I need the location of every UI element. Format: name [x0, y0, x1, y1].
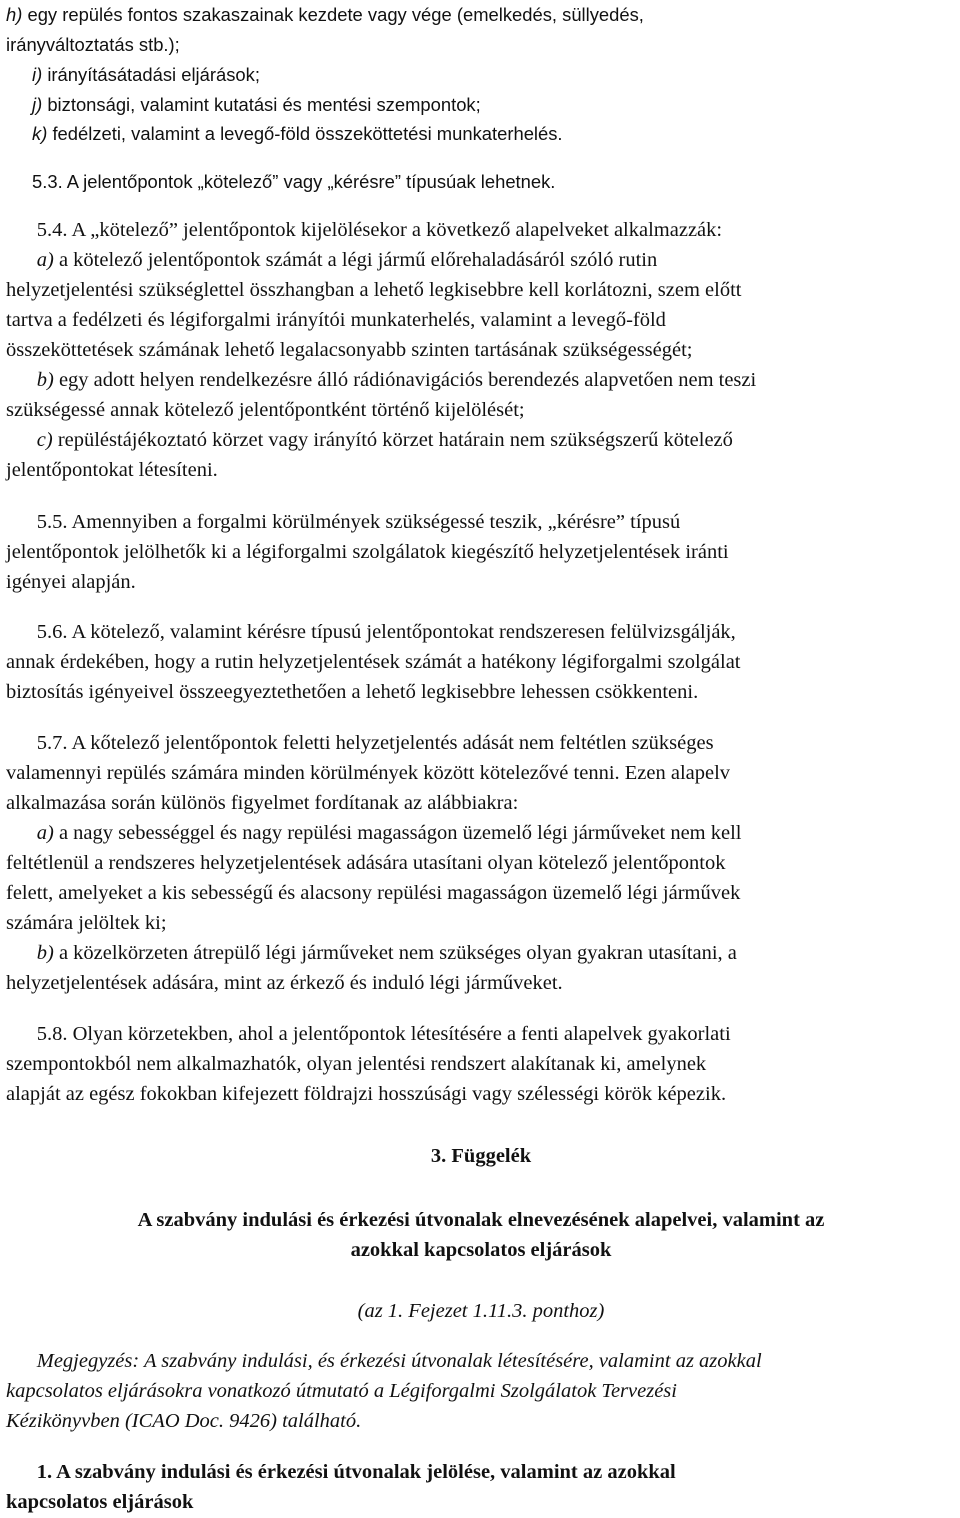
text-run: valamennyi repülés számára minden körülmények között kötelezővé tenni. Ezen alapelv [6, 762, 731, 784]
text-line [6, 728, 714, 758]
text-line [6, 1406, 361, 1436]
text-line [6, 275, 741, 305]
text-line [6, 1457, 676, 1487]
text-line [6, 617, 736, 647]
text-line [6, 215, 722, 245]
text-run: annak érdekében, hogy a rutin helyzetjelentések számát a hatékony légiforgalmi szolgálat [6, 651, 741, 673]
text-line [32, 90, 481, 120]
text-line [6, 1049, 706, 1079]
text-run: egy adott helyen rendelkezésre álló rádiónavigációs berendezés alapvetően nem teszi [53, 369, 757, 391]
text-run: számára jelöltek ki; [6, 912, 167, 934]
text-run: repüléstájékoztató körzet vagy irányító körzet határain nem szükségszerű kötelező [52, 429, 733, 451]
text-line [32, 119, 563, 149]
text-run: 5.5. Amennyiben a forgalmi körülmények szükségessé teszik, „kérésre” típusú [6, 511, 681, 533]
text-run: j) [32, 94, 43, 115]
text-run: (az 1. Fejezet 1.11.3. ponthoz) [357, 1300, 605, 1322]
text-run: igényei alapján. [6, 571, 136, 593]
text-run: jelentőpontok jelölhetők ki a légiforgalmi szolgálatok kiegészítő helyzetjelentések iránti [6, 541, 729, 563]
text-run: b) [36, 942, 54, 964]
text-run: helyzetjelentések adására, mint az érkező és induló légi járműveket. [6, 972, 563, 994]
text-line [6, 455, 218, 485]
text-run: b) [36, 369, 54, 391]
text-run: 5.8. Olyan körzetekben, ahol a jelentőpontok létesítésére a fenti alapelvek gyakorlati [6, 1023, 731, 1045]
text-line [6, 30, 180, 60]
text-line [6, 848, 725, 878]
text-line [6, 677, 698, 707]
text-line [6, 1079, 726, 1109]
text-line [6, 425, 733, 455]
text-line [6, 365, 756, 395]
text-run: 5.3. A jelentőpontok „kötelező” vagy „kérésre” típusúak lehetnek. [32, 171, 556, 192]
text-run: alkalmazása során különös figyelmet fordítanak az alábbiakra: [6, 792, 519, 814]
text-run: azokkal kapcsolatos eljárások [350, 1239, 612, 1261]
text-run: kapcsolatos eljárások [6, 1491, 194, 1513]
text-line [6, 0, 644, 30]
text-line [6, 537, 729, 567]
text-run: szükségessé annak kötelező jelentőpontként történő kijelölését; [6, 399, 525, 421]
text-run: irányításátadási eljárások; [42, 64, 260, 85]
text-line [6, 968, 563, 998]
text-line [6, 1487, 193, 1517]
text-run [6, 249, 37, 271]
text-line [6, 1296, 956, 1326]
text-run: 5.4. A „kötelező” jelentőpontok kijelölésekor a következő alapelveket alkalmazzák: [6, 219, 723, 241]
text-line [6, 507, 680, 537]
text-line [6, 1346, 762, 1376]
text-run: jelentőpontokat létesíteni. [6, 459, 218, 481]
text-run: biztosítás igényeivel összeegyeztethetően a lehető legkisebbre lehessen csökkenteni. [6, 681, 699, 703]
text-run: feltétlenül a rendszeres helyzetjelentések adására utasítani olyan kötelező jelentőpontok [6, 852, 726, 874]
text-run: kapcsolatos eljárásokra vonatkozó útmutató a Légiforgalmi Szolgálatok Tervezési [6, 1380, 677, 1402]
text-run: h) [6, 4, 23, 25]
text-line [6, 305, 666, 335]
text-run: 5.7. A kőtelező jelentőpontok feletti helyzetjelentés adását nem feltétlen szükséges [6, 732, 714, 754]
text-run: k) [32, 123, 48, 144]
text-run: A szabvány indulási és érkezési útvonalak elnevezésének alapelvei, valamint az [137, 1209, 825, 1231]
text-run: fedélzeti, valamint a levegő-föld összeköttetési munkaterhelés. [47, 123, 563, 144]
text-line [6, 788, 518, 818]
text-line [32, 167, 555, 197]
text-run: a) [36, 249, 54, 271]
text-run [6, 429, 37, 451]
text-line [6, 395, 525, 425]
text-run: egy repülés fontos szakaszainak kezdete vagy vége (emelkedés, süllyedés, [22, 4, 644, 25]
text-run: i) [32, 64, 43, 85]
text-run [6, 942, 37, 964]
text-run: 3. Függelék [430, 1145, 532, 1167]
text-run: Kézikönyvben (ICAO Doc. 9426) található. [6, 1410, 362, 1432]
text-line [6, 1205, 956, 1235]
text-run: irányváltoztatás stb.); [6, 34, 180, 55]
text-run: felett, amelyeket a kis sebességű és alacsony repülési magasságon üzemelő légi járművek [6, 882, 741, 904]
text-line [6, 647, 741, 677]
text-run: a közelkörzeten átrepülő légi járműveket nem szükséges olyan gyakran utasítani, a [53, 942, 737, 964]
text-line [6, 818, 742, 848]
text-run: biztonsági, valamint kutatási és mentési szempontok; [42, 94, 481, 115]
text-line [32, 60, 260, 90]
text-line [6, 1235, 956, 1265]
text-run: a nagy sebességgel és nagy repülési magasságon üzemelő légi járműveket nem kell [53, 822, 742, 844]
text-run: 1. A szabvány indulási és érkezési útvonalak jelölése, valamint az azokkal [6, 1461, 676, 1483]
text-line [6, 938, 737, 968]
text-run: szempontokból nem alkalmazhatók, olyan jelentési rendszert alakítanak ki, amelynek [6, 1053, 707, 1075]
text-run: a kötelező jelentőpontok számát a légi jármű előrehaladásáról szóló rutin [53, 249, 658, 271]
text-run: összeköttetések számának lehető legalacsonyabb szinten tartásának szükségességét; [6, 339, 693, 361]
text-run: Megjegyzés: A szabvány indulási, és érkezési útvonalak létesítésére, valamint az azokkal [6, 1350, 762, 1372]
text-line [6, 1141, 956, 1171]
text-line [6, 245, 657, 275]
text-run: alapját az egész fokokban kifejezett földrajzi hosszúsági vagy szélességi körök képezik. [6, 1083, 727, 1105]
text-line [6, 758, 730, 788]
text-run [6, 369, 37, 391]
text-line [6, 878, 740, 908]
text-run [6, 822, 37, 844]
text-run: tartva a fedélzeti és légiforgalmi irányítói munkaterhelés, valamint a levegő-föld [6, 309, 666, 331]
text-line [6, 1019, 731, 1049]
text-line [6, 335, 693, 365]
text-line [6, 567, 136, 597]
text-run: helyzetjelentési szükséglettel összhangban a lehető legkisebbre kell korlátozni, szem előtt [6, 279, 742, 301]
text-run: 5.6. A kötelező, valamint kérésre típusú jelentőpontokat rendszeresen felülvizsgálják, [6, 621, 736, 643]
text-run: c) [36, 429, 53, 451]
text-line [6, 1376, 677, 1406]
text-run: a) [36, 822, 54, 844]
text-line [6, 908, 167, 938]
